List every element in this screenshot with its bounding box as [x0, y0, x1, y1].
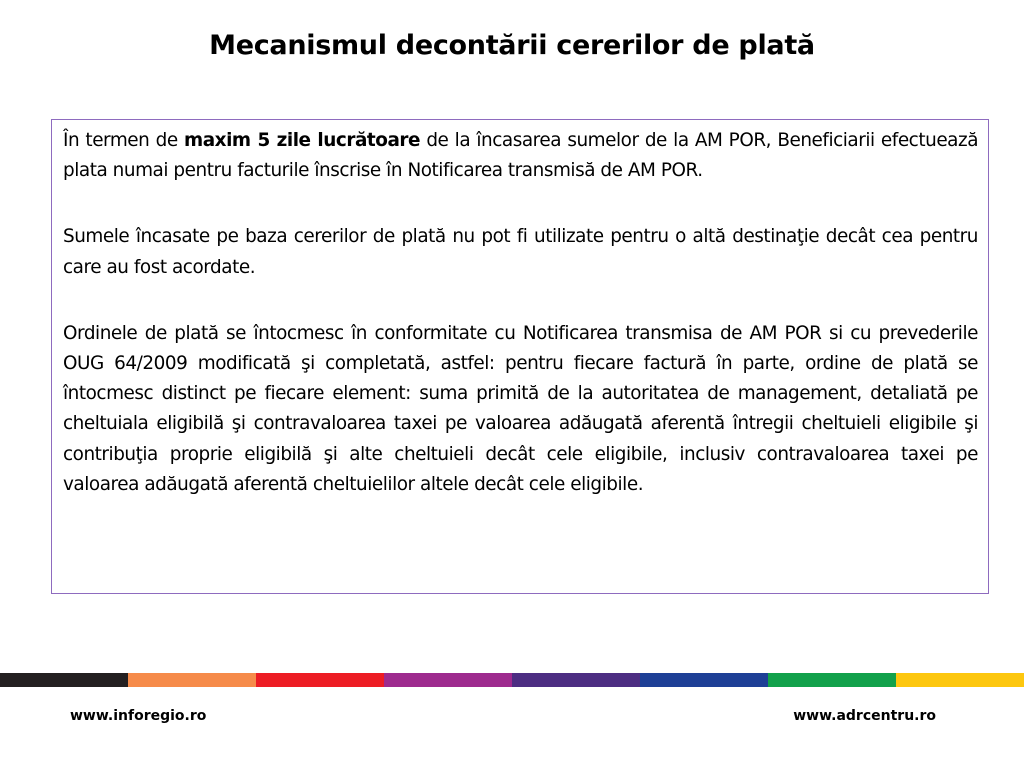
stripe-segment-black: [0, 673, 128, 687]
paragraph-deadline: [63, 126, 978, 186]
footer-link-adrcentru[interactable]: www.adrcentru.ro: [793, 708, 936, 724]
stripe-segment-yellow: [896, 673, 1024, 687]
stripe-segment-blue: [640, 673, 768, 687]
color-stripe-bar: [0, 673, 1024, 687]
stripe-segment-green: [768, 673, 896, 687]
slide-title: Mecanismul decontării cererilor de plată: [209, 30, 815, 61]
stripe-segment-orange: [128, 673, 256, 687]
stripe-segment-magenta: [384, 673, 512, 687]
deadline-emphasis: maxim 5 zile lucrătoare: [183, 130, 421, 151]
stripe-segment-purple: [512, 673, 640, 687]
paragraph-usage: Sumele încasate pe baza cererilor de plată nu pot fi utilizate pentru o altă destinaţie decât cea pentru care au fost acordate.: [63, 226, 978, 278]
paragraph-payment-orders: Ordinele de plată se întocmesc în conformitate cu Notificarea transmisa de AM POR si cu prevederile OUG 64/2009 modificată şi completată, astfel: pentru fiecare factură în parte, ordine de plată se întocmesc distinct pe fiecare element: suma primită de la autoritatea de management, detaliată pe cheltuiala eligibilă şi contravaloarea taxei pe valoarea adăugată aferentă întregii cheltuieli eligibile şi contribuţia proprie eligibilă şi alte cheltuieli decât cele eligibile, inclusiv contravaloarea taxei pe valoarea adăugată aferentă cheltuielilor altele decât cele eligibile.: [63, 322, 978, 495]
stripe-segment-red: [256, 673, 384, 687]
content-box: [51, 119, 989, 594]
paragraph-deadline-rest: de la încasarea sumelor de la AM POR, Beneficiarii efectuează plata numai pentru facturile înscrise în Notificarea transmisă de AM POR.: [63, 130, 979, 182]
footer-link-inforegio[interactable]: www.inforegio.ro: [70, 708, 207, 724]
paragraph-deadline-intro: În termen de: [63, 130, 184, 151]
